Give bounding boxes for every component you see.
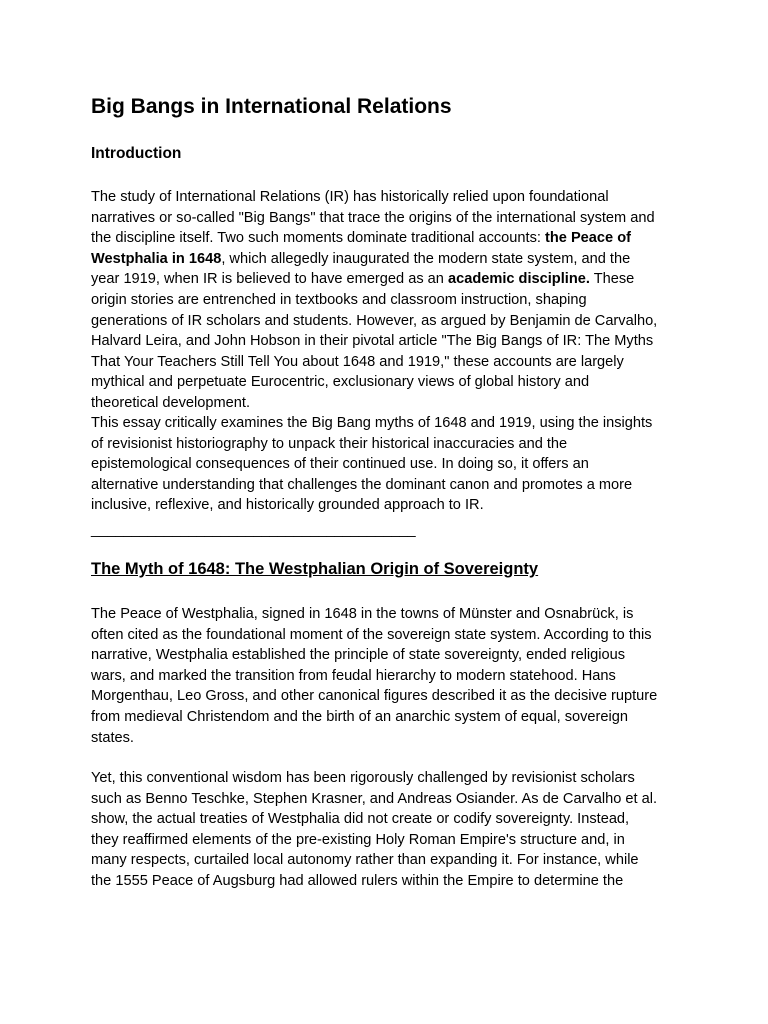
text-line: epistemological consequences of their continued use. In doing so, it offers an (91, 456, 589, 473)
horizontal-divider: ________________________________________ (91, 522, 416, 538)
text-line: states. (91, 729, 134, 746)
text-line: they reaffirmed elements of the pre-existing Holy Roman Empire's structure and, in (91, 831, 625, 848)
westphalia-paragraph-2 (91, 768, 681, 892)
text-line: The study of International Relations (IR) has historically relied upon foundational (91, 189, 609, 205)
introduction-heading: Introduction (91, 145, 182, 162)
text-line: the 1555 Peace of Augsburg had allowed rulers within the Empire to determine the (91, 872, 624, 889)
westphalia-paragraph-1 (91, 604, 681, 748)
document-title: Big Bangs in International Relations (91, 95, 452, 118)
text-span: These (589, 271, 635, 288)
text-line: from medieval Christendom and the birth of an anarchic system of equal, sovereign (91, 708, 628, 725)
text-line: many respects, curtailed local autonomy rather than expanding it. For instance, while (91, 852, 639, 869)
text-line (91, 249, 681, 270)
text-line: theoretical development. (91, 394, 251, 411)
text-line: origin stories are entrenched in textbooks and classroom instruction, shaping (91, 291, 587, 308)
text-line (91, 228, 681, 249)
text-span: year 1919, when IR is believed to have emerged as an (91, 271, 448, 288)
text-line (91, 269, 681, 290)
bold-phrase: the Peace of (545, 230, 631, 247)
text-span: , which allegedly inaugurated the modern state system, and the (221, 250, 631, 267)
intro-paragraph-2 (91, 413, 681, 516)
bold-phrase: Westphalia in 1648 (91, 250, 222, 267)
text-line: That Your Teachers Still Tell You about 1648 and 1919," these accounts are largely (91, 353, 624, 370)
text-line: wars, and marked the transition from feudal hierarchy to modern statehood. Hans (91, 667, 616, 684)
text-line: Halvard Leira, and John Hobson in their pivotal article "The Big Bangs of IR: The Myths (91, 333, 654, 350)
section-heading-1648: The Myth of 1648: The Westphalian Origin of Sovereignty (91, 560, 539, 578)
text-line: Yet, this conventional wisdom has been rigorously challenged by revisionist scholars (91, 770, 635, 786)
text-span: the discipline itself. Two such moments dominate traditional accounts: (91, 230, 545, 247)
bold-phrase: academic discipline. (447, 271, 590, 288)
text-line: show, the actual treaties of Westphalia did not create or codify sovereignty. Instead, (91, 811, 630, 828)
text-line: narrative, Westphalia established the principle of state sovereignty, ended religious (91, 647, 626, 664)
text-line: mythical and perpetuate Eurocentric, exclusionary views of global history and (91, 374, 590, 391)
intro-paragraph-1 (91, 187, 681, 414)
text-line: The Peace of Westphalia, signed in 1648 in the towns of Münster and Osnabrück, is (91, 606, 634, 622)
text-line: generations of IR scholars and students. However, as argued by Benjamin de Carvalho, (91, 312, 658, 329)
text-line: of revisionist historiography to unpack their historical inaccuracies and the (91, 435, 568, 452)
text-line: inclusive, reflexive, and historically grounded approach to IR. (91, 497, 484, 514)
text-line: Morgenthau, Leo Gross, and other canonical figures described it as the decisive rupture (91, 688, 658, 705)
text-line: often cited as the foundational moment of the sovereign state system. According to this (91, 626, 652, 643)
text-line: narratives or so-called "Big Bangs" that trace the origins of the international system and (91, 209, 655, 226)
text-line: alternative understanding that challenges the dominant canon and promotes a more (91, 476, 633, 493)
text-line: This essay critically examines the Big Bang myths of 1648 and 1919, using the insights (91, 415, 653, 431)
text-line: such as Benno Teschke, Stephen Krasner, and Andreas Osiander. As de Carvalho et al. (91, 790, 658, 807)
